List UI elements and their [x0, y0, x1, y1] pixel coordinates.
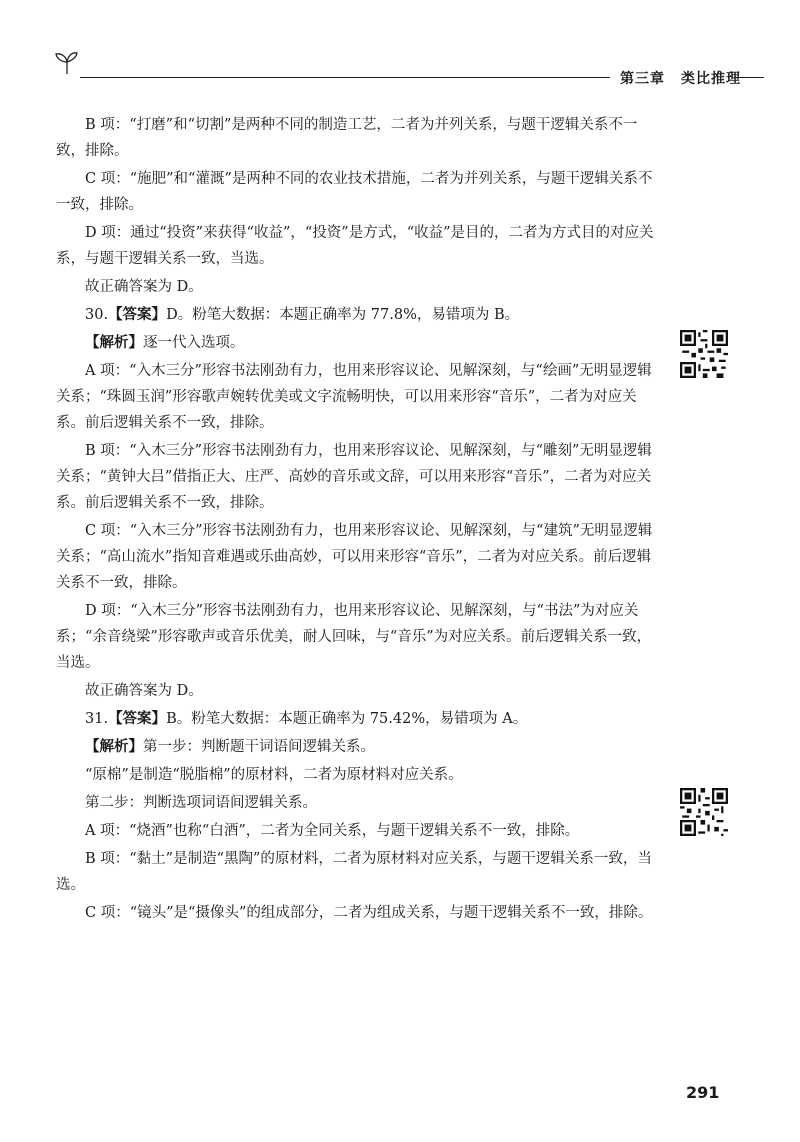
answer-text: D。粉笔大数据：本题正确率为 77.8%，易错项为 B。	[166, 307, 520, 323]
page-body	[56, 112, 656, 928]
paragraph: B 项：“入木三分”形容书法刚劲有力，也用来形容议论、见解深刻，与“雕刻”无明显逻辑关系；“黄钟大吕”借指正大、庄严、高妙的音乐或文辞，可以用来形容“音乐”，二者为对应关系。前后逻辑关系不一致，排除。	[56, 443, 652, 511]
answer-label: 【答案】	[108, 306, 167, 323]
header-rule-left	[80, 77, 610, 78]
paragraph: C 项：“镜头”是“摄像头”的组成部分，二者为组成关系，与题干逻辑关系不一致，排除。	[85, 905, 653, 921]
analysis-text: 逐一代入选项。	[143, 335, 245, 351]
page-header	[54, 48, 764, 88]
paragraph: C 项：“施肥”和“灌溉”是两种不同的农业技术措施，二者为并列关系，与题干逻辑关系不一致，排除。	[56, 171, 653, 213]
header-rule-right	[734, 77, 764, 78]
sprout-logo-icon	[54, 50, 80, 76]
paragraph: “原棉”是制造“脱脂棉”的原材料，二者为原材料对应关系。	[85, 767, 463, 783]
question-30-answer	[56, 302, 656, 328]
question-31-answer	[56, 706, 656, 732]
paragraph: 故正确答案为 D。	[85, 683, 203, 699]
chapter-number: 第三章	[620, 71, 665, 87]
paragraph: D 项：“入木三分”形容书法刚劲有力，也用来形容议论、见解深刻，与“书法”为对应关系；“余音绕梁”形容歌声或音乐优美，耐人回味，与“音乐”为对应关系。前后逻辑关系一致，当选。	[56, 603, 652, 671]
question-number: 30.	[85, 307, 109, 323]
paragraph: A 项：“烧酒”也称“白酒”，二者为全同关系，与题干逻辑关系不一致，排除。	[85, 823, 580, 839]
answer-label: 【答案】	[108, 710, 167, 727]
chapter-heading	[620, 68, 741, 88]
qr-code-icon[interactable]	[680, 330, 728, 378]
paragraph: A 项：“入木三分”形容书法刚劲有力，也用来形容议论、见解深刻，与“绘画”无明显逻辑关系；“珠圆玉润”形容歌声婉转优美或文字流畅明快，可以用来形容“音乐”，二者为对应关系。前后逻辑关系不一致，排除。	[56, 363, 652, 431]
analysis-label: 【解析】	[85, 334, 143, 351]
question-31-analysis	[56, 734, 656, 760]
question-number: 31.	[85, 711, 109, 727]
analysis-text: 第一步：判断题干词语间逻辑关系。	[143, 739, 375, 755]
chapter-title: 类比推理	[681, 71, 741, 87]
paragraph: C 项：“入木三分”形容书法刚劲有力，也用来形容议论、见解深刻，与“建筑”无明显逻辑关系；“高山流水”指知音难遇或乐曲高妙，可以用来形容“音乐”，二者为对应关系。前后逻辑关系不一致，排除。	[56, 523, 653, 591]
paragraph: B 项：“黏土”是制造“黑陶”的原材料，二者为原材料对应关系，与题干逻辑关系一致，当选。	[56, 851, 652, 893]
paragraph: 故正确答案为 D。	[85, 279, 203, 295]
paragraph: B 项：“打磨”和“切割”是两种不同的制造工艺，二者为并列关系，与题干逻辑关系不一致，排除。	[56, 117, 638, 159]
answer-text: B。粉笔大数据：本题正确率为 75.42%，易错项为 A。	[166, 711, 528, 727]
paragraph: 第二步：判断选项词语间逻辑关系。	[85, 795, 317, 811]
analysis-label: 【解析】	[85, 738, 143, 755]
qr-code-icon[interactable]	[680, 788, 728, 836]
question-30-analysis	[56, 330, 656, 356]
page-number: 291	[686, 1083, 720, 1102]
paragraph: D 项：通过“投资”来获得“收益”，“投资”是方式，“收益”是目的，二者为方式目的对应关系，与题干逻辑关系一致，当选。	[56, 225, 654, 267]
